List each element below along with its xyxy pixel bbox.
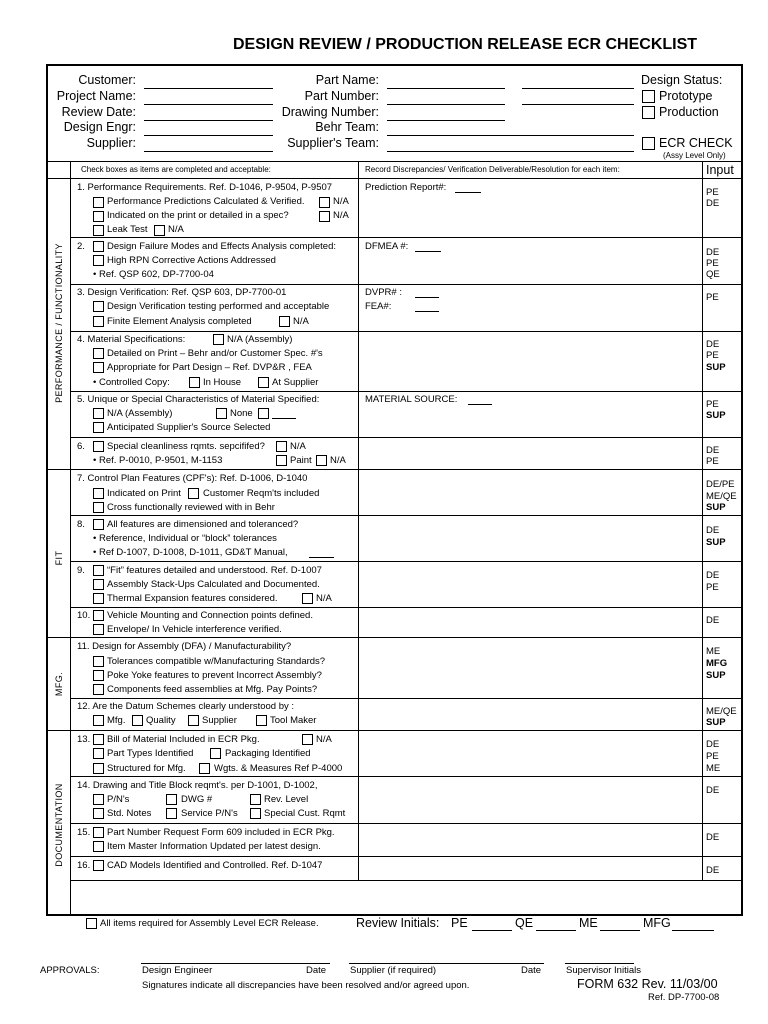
checkbox[interactable]	[93, 579, 104, 590]
item-6-line: • Ref. P-0010, P-9501, M-1153	[93, 455, 223, 466]
section-divider-fit	[46, 469, 743, 470]
section-col-line	[70, 161, 71, 914]
pns-label: P/N's	[107, 794, 130, 805]
section-label-documentation: DOCUMENTATION	[54, 783, 64, 867]
design-engineer-caption: Design Engineer	[142, 965, 213, 976]
section-label-fit: FIT	[54, 550, 64, 566]
drawing-number-field[interactable]	[387, 120, 505, 121]
checkbox[interactable]	[93, 502, 104, 513]
input-code: DE	[706, 198, 720, 209]
behr-team-label: Behr Team:	[315, 120, 379, 134]
check-column-header: Check boxes as items are completed and acceptable:	[81, 165, 271, 174]
checkbox[interactable]	[199, 763, 210, 774]
quality-label: Quality	[146, 715, 176, 726]
record-field[interactable]	[455, 192, 481, 193]
input-code: PE	[706, 258, 719, 269]
special-cust-label: Special Cust. Rqmt	[264, 808, 346, 819]
record-field[interactable]	[309, 557, 334, 558]
row-divider	[70, 237, 743, 238]
checkbox[interactable]	[93, 734, 104, 745]
me-initials-field[interactable]	[600, 930, 640, 931]
quality-checkbox[interactable]	[132, 715, 143, 726]
form-ref: Ref. DP-7700-08	[648, 992, 720, 1003]
qe-initials-label: QE	[515, 916, 534, 930]
supplier-signature[interactable]	[349, 963, 544, 964]
review-initials-label: Review Initials:	[356, 916, 440, 930]
item-15-line: Item Master Information Updated per latest design.	[107, 841, 321, 852]
item-1-record: Prediction Report#:	[365, 182, 447, 193]
all-items-checkbox[interactable]	[86, 918, 97, 929]
row-divider	[70, 437, 743, 438]
drawing-number-label: Drawing Number:	[281, 105, 379, 119]
header-divider	[46, 161, 743, 162]
std-notes-label: Std. Notes	[107, 808, 152, 819]
input-code: SUP	[706, 362, 726, 373]
record-column-header: Record Discrepancies/ Verification Deliverable/Resolution for each item:	[365, 165, 620, 174]
item-3-line: Design Verification testing performed and acceptable	[107, 301, 330, 312]
rev-level-label: Rev. Level	[264, 794, 309, 805]
input-code: ME	[706, 646, 721, 657]
item-13-line: Packaging Identified	[225, 748, 311, 759]
input-code: DE	[706, 832, 720, 843]
checkbox[interactable]	[93, 860, 104, 871]
none-checkbox[interactable]	[216, 408, 227, 419]
item-4-title: 4. Material Specifications:	[77, 334, 186, 345]
item-10-title: Vehicle Mounting and Connection points defined.	[107, 610, 313, 621]
dwg-label: DWG #	[181, 794, 213, 805]
checkbox[interactable]	[93, 441, 104, 452]
input-code: DE	[706, 247, 720, 258]
record-field[interactable]	[415, 311, 439, 312]
input-code: ME/QE	[706, 706, 737, 717]
supplier-caption: Supplier (if required)	[350, 965, 437, 976]
row-divider	[70, 331, 743, 332]
row-divider	[70, 776, 743, 777]
checkbox[interactable]	[93, 684, 104, 695]
item-2-record: DFMEA #:	[365, 241, 409, 252]
mfg-checkbox[interactable]	[93, 715, 104, 726]
na-label: N/A	[333, 196, 349, 207]
item-16-title: CAD Models Identified and Controlled. Ref. D-1047	[107, 860, 323, 871]
production-checkbox[interactable]	[642, 106, 655, 119]
record-field[interactable]	[415, 297, 439, 298]
item-13-line: Part Types Identified	[107, 748, 194, 759]
suppliers-team-field[interactable]	[387, 151, 634, 152]
input-column-header: Input	[706, 163, 734, 177]
design-engr-field[interactable]	[144, 135, 273, 136]
item-3-record: DVPR# :	[365, 287, 402, 298]
row-divider	[70, 823, 743, 824]
supplier-label: Supplier:	[86, 136, 136, 150]
checkbox[interactable]	[93, 748, 104, 759]
checkbox[interactable]	[210, 748, 221, 759]
assy-level-note: (Assy Level Only)	[663, 151, 726, 160]
item-7-line: Indicated on Print	[107, 488, 181, 499]
item-4-line: • Controlled Copy:	[93, 377, 170, 388]
dwg-checkbox[interactable]	[166, 794, 177, 805]
row-divider	[70, 284, 743, 285]
item-4-line: Detailed on Print – Behr and/or Customer Spec. #'s	[107, 348, 323, 359]
customer-field[interactable]	[144, 88, 273, 89]
input-code: QE	[706, 269, 720, 280]
item-8-line: • Reference, Individual or “block” tolerances	[93, 533, 277, 544]
at-supplier-label: At Supplier	[272, 377, 319, 388]
ecr-check-checkbox[interactable]	[642, 137, 655, 150]
none-label: None	[230, 408, 253, 419]
item-8-line: • Ref D-1007, D-1008, D-1011, GD&T Manual,	[93, 547, 288, 558]
checkbox[interactable]	[93, 656, 104, 667]
ecr-check-label: ECR CHECK	[659, 136, 733, 150]
pe-initials-field[interactable]	[472, 930, 512, 931]
in-house-checkbox[interactable]	[189, 377, 200, 388]
item-5-record: MATERIAL SOURCE:	[365, 394, 458, 405]
input-code: MFG	[706, 658, 728, 669]
item-3-line: Finite Element Analysis completed	[107, 316, 252, 327]
input-code: SUP	[706, 670, 726, 681]
mfg-initials-field[interactable]	[672, 930, 714, 931]
item-1-title: 1. Performance Requirements. Ref. D-1046, P-9504, P-9507	[77, 182, 333, 193]
checkbox[interactable]	[93, 316, 104, 327]
na-label: N/A (Assembly)	[227, 334, 293, 345]
record-field[interactable]	[415, 251, 441, 252]
item-15-title: Part Number Request Form 609 included in ECR Pkg.	[107, 827, 335, 838]
date-caption: Date	[521, 965, 542, 976]
form-number: FORM 632 Rev. 11/03/00	[577, 977, 718, 991]
item-15-number: 15.	[77, 827, 91, 838]
item-9-line: Assembly Stack-Ups Calculated and Documented.	[107, 579, 320, 590]
checkbox[interactable]	[93, 763, 104, 774]
colhead-divider	[46, 178, 743, 179]
page-title: DESIGN REVIEW / PRODUCTION RELEASE ECR CHECKLIST	[233, 36, 698, 53]
row-divider	[70, 607, 743, 608]
frame-right	[741, 64, 743, 916]
item-2-number: 2.	[77, 241, 85, 252]
item-7-line: Customer Reqm'ts included	[203, 488, 320, 499]
pns-checkbox[interactable]	[93, 794, 104, 805]
checkbox[interactable]	[93, 348, 104, 359]
item-1-line: Leak Test	[107, 224, 148, 235]
row-divider	[70, 561, 743, 562]
item-11-line: Components feed assemblies at Mfg. Pay Points?	[107, 684, 318, 695]
in-house-label: In House	[203, 377, 242, 388]
na-checkbox[interactable]	[302, 734, 313, 745]
review-date-label: Review Date:	[61, 105, 136, 119]
item-10-number: 10.	[77, 610, 91, 621]
na-checkbox[interactable]	[154, 225, 165, 236]
item-2-line: • Ref. QSP 602, DP-7700-04	[93, 269, 214, 280]
customer-label: Customer:	[78, 73, 136, 87]
na-label: N/A (Assembly)	[107, 408, 173, 419]
input-code: DE	[706, 525, 720, 536]
prototype-label: Prototype	[659, 89, 713, 103]
item-3-title: 3. Design Verification: Ref. QSP 603, DP-7700-01	[77, 287, 287, 298]
input-code: DE	[706, 570, 720, 581]
rev-level-checkbox[interactable]	[250, 794, 261, 805]
other-field[interactable]	[272, 418, 296, 419]
item-2-title: Design Failure Modes and Effects Analysis completed:	[107, 241, 336, 252]
item-4-line: Appropriate for Part Design – Ref. DVP&R , FEA	[107, 362, 312, 373]
row-divider	[70, 880, 743, 881]
input-code: SUP	[706, 410, 726, 421]
input-code: DE/PE	[706, 479, 735, 490]
frame-left	[46, 64, 48, 916]
paint-checkbox[interactable]	[276, 455, 287, 466]
item-16-number: 16.	[77, 860, 91, 871]
production-label: Production	[659, 105, 719, 119]
input-code: DE	[706, 739, 720, 750]
na-label: N/A	[168, 224, 184, 235]
checkbox[interactable]	[93, 841, 104, 852]
item-5-line: Anticipated Supplier's Source Selected	[107, 422, 271, 433]
checkbox[interactable]	[188, 488, 199, 499]
part-number-field-2[interactable]	[522, 104, 634, 105]
input-code: ME/QE	[706, 491, 737, 502]
checkbox[interactable]	[93, 241, 104, 252]
input-code: PE	[706, 582, 719, 593]
item-1-line: Indicated on the print or detailed in a spec?	[107, 210, 289, 221]
other-checkbox[interactable]	[258, 408, 269, 419]
std-notes-checkbox[interactable]	[93, 808, 104, 819]
checkbox[interactable]	[93, 610, 104, 621]
checkbox[interactable]	[93, 519, 104, 530]
na-checkbox[interactable]	[279, 316, 290, 327]
item-10-line: Envelope/ In Vehicle interference verified.	[107, 624, 282, 635]
special-cust-checkbox[interactable]	[250, 808, 261, 819]
item-13-number: 13.	[77, 734, 91, 745]
item-8-title: All features are dimensioned and toleranced?	[107, 519, 299, 530]
checkbox[interactable]	[93, 301, 104, 312]
section-label-performance: PERFORMANCE / FUNCTIONALITY	[54, 243, 64, 403]
item-11-title: 11. Design for Assembly (DFA) / Manufacturability?	[77, 641, 292, 652]
supervisor-caption: Supervisor Initials	[566, 965, 641, 976]
na-label: N/A	[316, 734, 332, 745]
checkbox[interactable]	[93, 593, 104, 604]
na-checkbox[interactable]	[316, 455, 327, 466]
checkbox[interactable]	[93, 255, 104, 266]
design-status-label: Design Status:	[641, 73, 723, 87]
na-checkbox[interactable]	[213, 334, 224, 345]
date-caption: Date	[306, 965, 327, 976]
tool-maker-checkbox[interactable]	[256, 715, 267, 726]
na-checkbox[interactable]	[276, 441, 287, 452]
project-label: Project Name:	[56, 89, 136, 103]
checkbox[interactable]	[93, 565, 104, 576]
item-11-line: Tolerances compatible w/Manufacturing Standards?	[107, 656, 326, 667]
signatures-note: Signatures indicate all discrepancies have been resolved and/or agreed upon.	[142, 980, 470, 991]
suppliers-team-label: Supplier's Team:	[287, 136, 379, 150]
behr-team-field[interactable]	[387, 135, 634, 136]
service-pns-checkbox[interactable]	[166, 808, 177, 819]
record-col-line	[358, 161, 359, 881]
section-divider-doc	[46, 730, 743, 731]
qe-initials-field[interactable]	[536, 930, 576, 931]
design-engr-label: Design Engr:	[63, 120, 136, 134]
part-name-field[interactable]	[387, 88, 505, 89]
input-code: PE	[706, 456, 719, 467]
input-code: PE	[706, 350, 719, 361]
all-items-label: All items required for Assembly Level ECR Release.	[100, 918, 319, 929]
na-label: N/A	[290, 441, 306, 452]
part-name-label: Part Name:	[315, 73, 379, 87]
item-9-line: Thermal Expansion features considered.	[107, 593, 278, 604]
input-code: DE	[706, 615, 720, 626]
row-divider	[70, 391, 743, 392]
frame-top	[46, 64, 743, 66]
prototype-checkbox[interactable]	[642, 90, 655, 103]
checkbox[interactable]	[93, 670, 104, 681]
mfg-label: Mfg.	[107, 715, 126, 726]
checkbox[interactable]	[93, 422, 104, 433]
review-date-field[interactable]	[144, 120, 273, 121]
na-label: N/A	[330, 455, 346, 466]
row-divider	[70, 698, 743, 699]
mfg-initials-label: MFG	[643, 916, 671, 930]
na-label: N/A	[293, 316, 309, 327]
row-divider	[70, 515, 743, 516]
pe-initials-label: PE	[451, 916, 468, 930]
item-1-line: Performance Predictions Calculated & Verified.	[107, 196, 305, 207]
input-code: DE	[706, 785, 720, 796]
checkbox[interactable]	[93, 624, 104, 635]
input-code: DE	[706, 445, 720, 456]
supplier-label: Supplier	[202, 715, 237, 726]
supplier-field[interactable]	[144, 151, 273, 152]
na-label: N/A	[316, 593, 332, 604]
item-13-line: Wgts. & Measures Ref P-4000	[214, 763, 343, 774]
item-7-title: 7. Control Plan Features (CPF's): Ref. D-1006, D-1040	[77, 473, 308, 484]
na-checkbox[interactable]	[302, 593, 313, 604]
section-label-mfg: MFG.	[54, 671, 64, 697]
approvals-label: APPROVALS:	[40, 965, 100, 976]
input-code: DE	[706, 339, 720, 350]
input-code: PE	[706, 292, 719, 303]
item-13-line: Structured for Mfg.	[107, 763, 186, 774]
input-code: PE	[706, 399, 719, 410]
item-11-line: Poke Yoke features to prevent Incorrect Assembly?	[107, 670, 322, 681]
na-checkbox[interactable]	[93, 408, 104, 419]
input-code: SUP	[706, 502, 726, 513]
item-6-number: 6.	[77, 441, 85, 452]
part-number-label: Part Number:	[304, 89, 379, 103]
me-initials-label: ME	[579, 916, 598, 930]
paint-label: Paint	[290, 455, 312, 466]
na-checkbox[interactable]	[319, 211, 330, 222]
checkbox[interactable]	[93, 197, 104, 208]
item-13-title: Bill of Material Included in ECR Pkg.	[107, 734, 260, 745]
na-label: N/A	[333, 210, 349, 221]
item-14-title: 14. Drawing and Title Block reqmt's. per D-1001, D-1002,	[77, 780, 318, 791]
checkbox[interactable]	[93, 211, 104, 222]
item-2-line: High RPN Corrective Actions Addressed	[107, 255, 276, 266]
at-supplier-checkbox[interactable]	[258, 377, 269, 388]
project-field[interactable]	[144, 104, 273, 105]
section-divider-mfg	[46, 637, 743, 638]
checkbox[interactable]	[93, 225, 104, 236]
checkbox[interactable]	[93, 488, 104, 499]
design-engineer-signature[interactable]	[141, 963, 330, 964]
item-12-title: 12. Are the Datum Schemes clearly understood by :	[77, 701, 295, 712]
item-5-title: 5. Unique or Special Characteristics of Material Specified:	[77, 394, 320, 405]
input-code: SUP	[706, 717, 726, 728]
input-code: SUP	[706, 537, 726, 548]
input-code: DE	[706, 865, 720, 876]
supplier-checkbox[interactable]	[188, 715, 199, 726]
item-7-line: Cross functionally reviewed with in Behr	[107, 502, 275, 513]
supervisor-signature[interactable]	[565, 963, 634, 964]
tool-maker-label: Tool Maker	[270, 715, 317, 726]
item-8-number: 8.	[77, 519, 85, 530]
input-code: PE	[706, 751, 719, 762]
item-9-title: “Fit” features detailed and understood. Ref. D-1007	[107, 565, 322, 576]
checkbox[interactable]	[93, 362, 104, 373]
part-number-field[interactable]	[387, 104, 505, 105]
row-divider	[70, 856, 743, 857]
input-code: PE	[706, 187, 719, 198]
input-col-line	[702, 161, 703, 881]
na-checkbox[interactable]	[319, 197, 330, 208]
checkbox[interactable]	[93, 827, 104, 838]
item-6-title: Special cleanliness rqmts. sepcififed?	[107, 441, 265, 452]
item-9-number: 9.	[77, 565, 85, 576]
service-pns-label: Service P/N's	[181, 808, 238, 819]
input-code: ME	[706, 763, 721, 774]
record-field[interactable]	[468, 404, 492, 405]
part-name-field-2[interactable]	[522, 88, 634, 89]
item-3-record: FEA#:	[365, 301, 392, 312]
